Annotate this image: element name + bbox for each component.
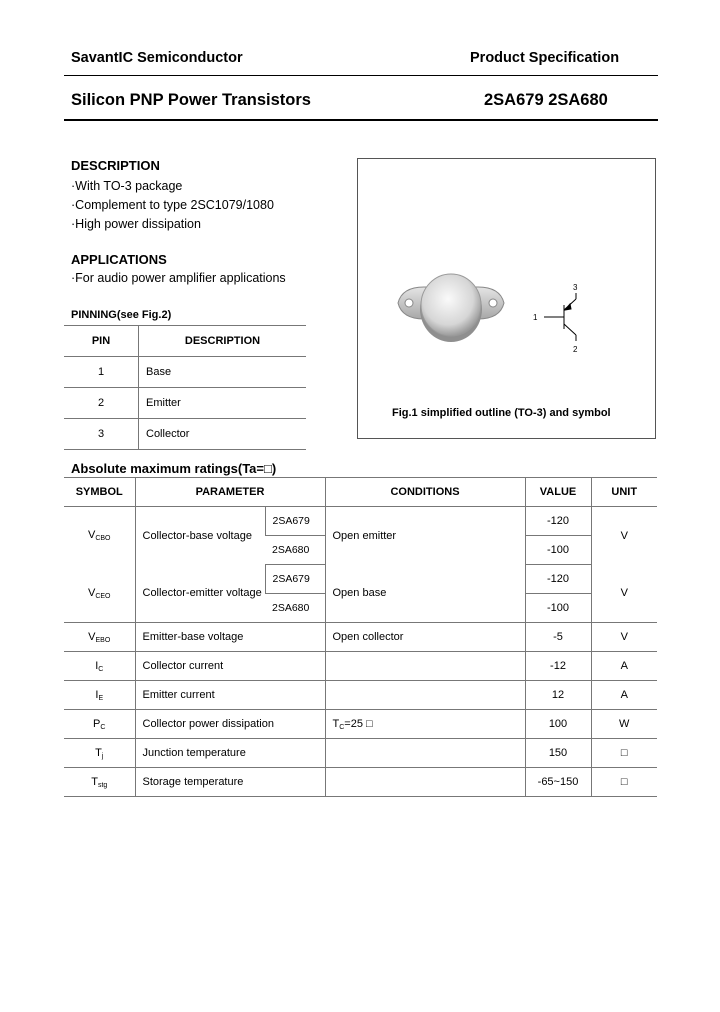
pnp-transistor-symbol [544,293,576,341]
pin-number: 3 [64,419,139,450]
header-rule [64,75,658,76]
parameter-cell: Emitter-base voltage [135,623,325,652]
ratings-heading-unit: □ [264,461,272,476]
symbol-cell: $V_{EBO}$ [64,623,135,652]
value-cell: 12 [525,681,591,710]
pin-number: 2 [64,388,139,419]
col-value: VALUE [525,478,591,507]
symbol-cell: $P_C$ [64,710,135,739]
pinning-heading: PINNING(see Fig.2) [71,309,172,321]
variant-cell: 2SA680 [272,544,310,556]
applications-item: ·For audio power amplifier applications [71,271,286,285]
unit-cell: V [591,565,657,623]
parameter-cell: Collector-emitter voltage [135,565,265,623]
value-cell: -120 [525,507,591,536]
description-item: ·Complement to type 2SC1079/1080 [71,198,274,212]
parameter-cell: Collector current [135,652,325,681]
description-list [71,177,274,234]
table-row [64,357,306,388]
pin-label-base: 1 [533,313,538,322]
value-cell: -5 [525,623,591,652]
symbol-cell: $I_C$ [64,652,135,681]
unit-cell: V [591,507,657,565]
unit-cell: A [591,652,657,681]
description-item: ·With TO-3 package [71,179,183,193]
table-row [64,739,657,768]
conditions-cell: $T_C=25$ □ [325,710,525,739]
value-cell: -100 [525,594,591,623]
conditions-cell [325,768,525,797]
value-cell: -12 [525,652,591,681]
conditions-cell: Open emitter [325,507,525,565]
doc-type: Product Specification [470,50,620,66]
table-header-row [64,326,306,357]
pin-label-collector: 2 [573,345,578,354]
product-line: Silicon PNP Power Transistors [71,91,311,109]
value-cell: 100 [525,710,591,739]
value-cell: 150 [525,739,591,768]
symbol-cell: $I_E$ [64,681,135,710]
to3-package-image [358,159,655,438]
value-cell: -100 [525,536,591,565]
symbol-cell: $T_{stg}$ [64,768,135,797]
parameter-cell: Storage temperature [135,768,325,797]
unit-cell: A [591,681,657,710]
variant-cell: 2SA680 [265,594,325,623]
ratings-heading [71,461,276,476]
value-cell: -65~150 [525,768,591,797]
table-row [64,768,657,797]
table-row [64,681,657,710]
pin-description: Emitter [139,388,307,419]
pinning-table [64,326,306,450]
pin-description: Collector [139,419,307,450]
col-pin: PIN [64,326,139,357]
variant-cell: 2SA679 [265,507,325,536]
table-row [64,565,657,594]
unit-cell: □ [591,768,657,797]
figure-box [357,158,656,439]
title-rule [64,119,658,121]
pin-number: 1 [64,357,139,388]
conditions-cell [325,652,525,681]
table-row [64,710,657,739]
conditions-cell: Open collector [325,623,525,652]
col-conditions: CONDITIONS [325,478,525,507]
unit-cell: □ [591,739,657,768]
company-name: SavantIC Semiconductor [71,50,243,66]
col-symbol: SYMBOL [64,478,135,507]
col-unit: UNIT [591,478,657,507]
description-item: ·High power dissipation [71,217,201,231]
value-cell: -120 [525,565,591,594]
parameter-cell: Junction temperature [135,739,325,768]
ratings-table [64,477,657,797]
table-row [64,507,657,536]
ratings-heading-end: ) [271,461,277,476]
table-row [64,419,306,450]
parameter-cell: Emitter current [135,681,325,710]
applications-heading: APPLICATIONS [71,252,167,267]
description-heading: DESCRIPTION [71,158,160,173]
figure-caption: Fig.1 simplified outline (TO-3) and symbol [392,407,611,419]
symbol-cell: $T_j$ [64,739,135,768]
conditions-cell [325,681,525,710]
table-row [64,623,657,652]
col-parameter: PARAMETER [135,478,325,507]
part-numbers: 2SA679 2SA680 [484,91,608,109]
unit-cell: V [591,623,657,652]
table-header-row [64,478,657,507]
table-row [64,652,657,681]
variant-cell: 2SA679 [265,565,325,594]
symbol-cell: $V_{CBO}$ [87,529,111,543]
pin-label-emitter: 3 [573,283,578,292]
conditions-cell [325,739,525,768]
parameter-cell: Collector power dissipation [135,710,325,739]
parameter-cell: Collector-base voltage [135,507,265,565]
unit-cell: W [591,710,657,739]
ratings-heading-text: Absolute maximum ratings(Ta= [71,461,264,476]
symbol-cell: $V_{CEO}$ [64,565,135,623]
conditions-cell: Open base [325,565,525,623]
col-description: DESCRIPTION [139,326,307,357]
pin-description: Base [139,357,307,388]
table-row [64,388,306,419]
